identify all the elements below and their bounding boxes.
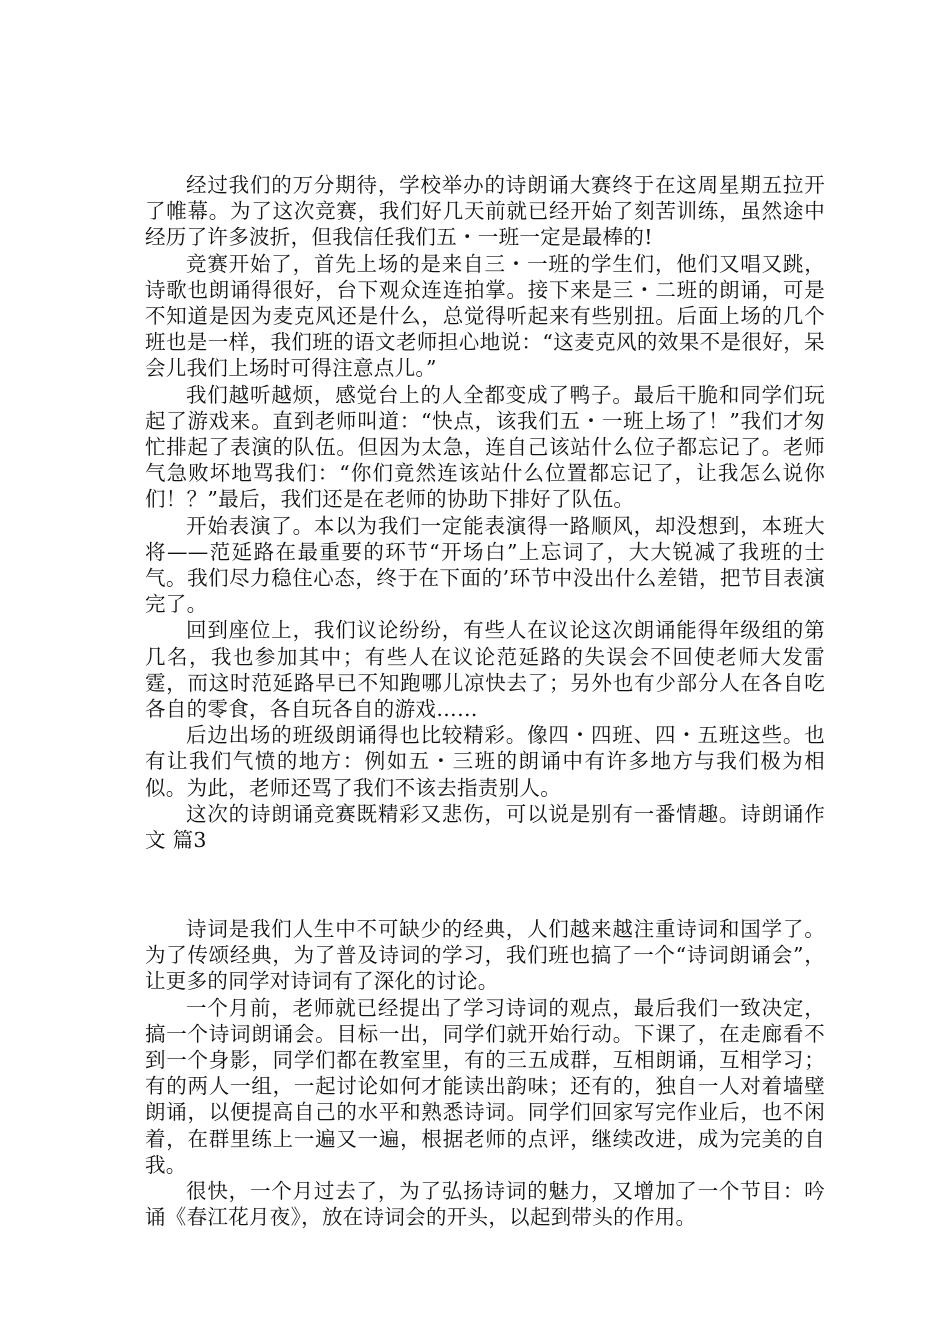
paragraph: 经过我们的万分期待，学校举办的诗朗诵大赛终于在这周星期五拉开了帷幕。为了这次竞赛，我们好几天前就已经开始了刻苦训练，虽然途中经历了许多波折，但我信任我们五・一班一定是最棒的!	[145, 173, 825, 250]
paragraph: 诗词是我们人生中不可缺少的经典，人们越来越注重诗词和国学了。为了传颂经典，为了普及诗词的学习，我们班也搞了一个“诗词朗诵会”，让更多的同学对诗词有了深化的讨论。	[145, 917, 825, 994]
paragraph-with-section-heading: 这次的诗朗诵竞赛既精彩又悲伤，可以说是别有一番情趣。诗朗诵作文 篇3	[145, 801, 825, 853]
essay-section-2	[145, 916, 825, 1230]
paragraph: 竞赛开始了，首先上场的是来自三・一班的学生们，他们又唱又跳，诗歌也朗诵得很好，台下观众连连拍掌。接下来是三・二班的朗诵，可是不知道是因为麦克风还是什么，总觉得听起来有些别扭。后面上场的几个班也是一样，我们班的语文老师担心地说：“这麦克风的效果不是很好，呆会儿我们上场时可得注意点儿。”	[145, 251, 825, 381]
paragraph: 很快，一个月过去了，为了弘扬诗词的魅力，又增加了一个节目：吟诵《春江花月夜》，放在诗词会的开头，以起到带头的作用。	[145, 1179, 825, 1230]
paragraph: 我们越听越烦，感觉台上的人全都变成了鸭子。最后干脆和同学们玩起了游戏来。直到老师叫道：“快点，该我们五・一班上场了！”我们才匆忙排起了表演的队伍。但因为太急，连自己该站什么位子都忘记了。老师气急败坏地骂我们：“你们竟然连该站什么位置都忘记了，让我怎么说你们！？”最后，我们还是在老师的协助下排好了队伍。	[145, 382, 825, 512]
paragraph: 开始表演了。本以为我们一定能表演得一路顺风，却没想到，本班大将——范延路在最重要的环节“开场白”上忘词了，大大锐减了我班的士气。我们尽力稳住心态，终于在下面的’环节中没出什么差错，把节目表演完了。	[145, 513, 825, 617]
essay-section-1	[145, 172, 825, 853]
paragraph: 回到座位上，我们议论纷纷，有些人在议论这次朗诵能得年级组的第几名，我也参加其中；有些人在议论范延路的失误会不回使老师大发雷霆，而这时范延路早已不知跑哪儿凉快去了；另外也有少部分人在各自吃各自的零食，各自玩各自的游戏……	[145, 618, 825, 722]
paragraph: 后边出场的班级朗诵得也比较精彩。像四・四班、四・五班这些。也有让我们气愤的地方：例如五・三班的朗诵中有许多地方与我们极为相似。为此，老师还骂了我们不该去指责别人。	[145, 723, 825, 800]
paragraph: 一个月前，老师就已经提出了学习诗词的观点，最后我们一致决定，搞一个诗词朗诵会。目标一出，同学们就开始行动。下课了，在走廊看不到一个身影，同学们都在教室里，有的三五成群，互相朗诵，互相学习；有的两人一组，一起讨论如何才能读出韵味；还有的，独自一人对着墙壁朗诵，以便提高自己的水平和熟悉诗词。同学们回家写完作业后，也不闲着，在群里练上一遍又一遍，根据老师的点评，继续改进，成为完美的自我。	[145, 995, 825, 1177]
